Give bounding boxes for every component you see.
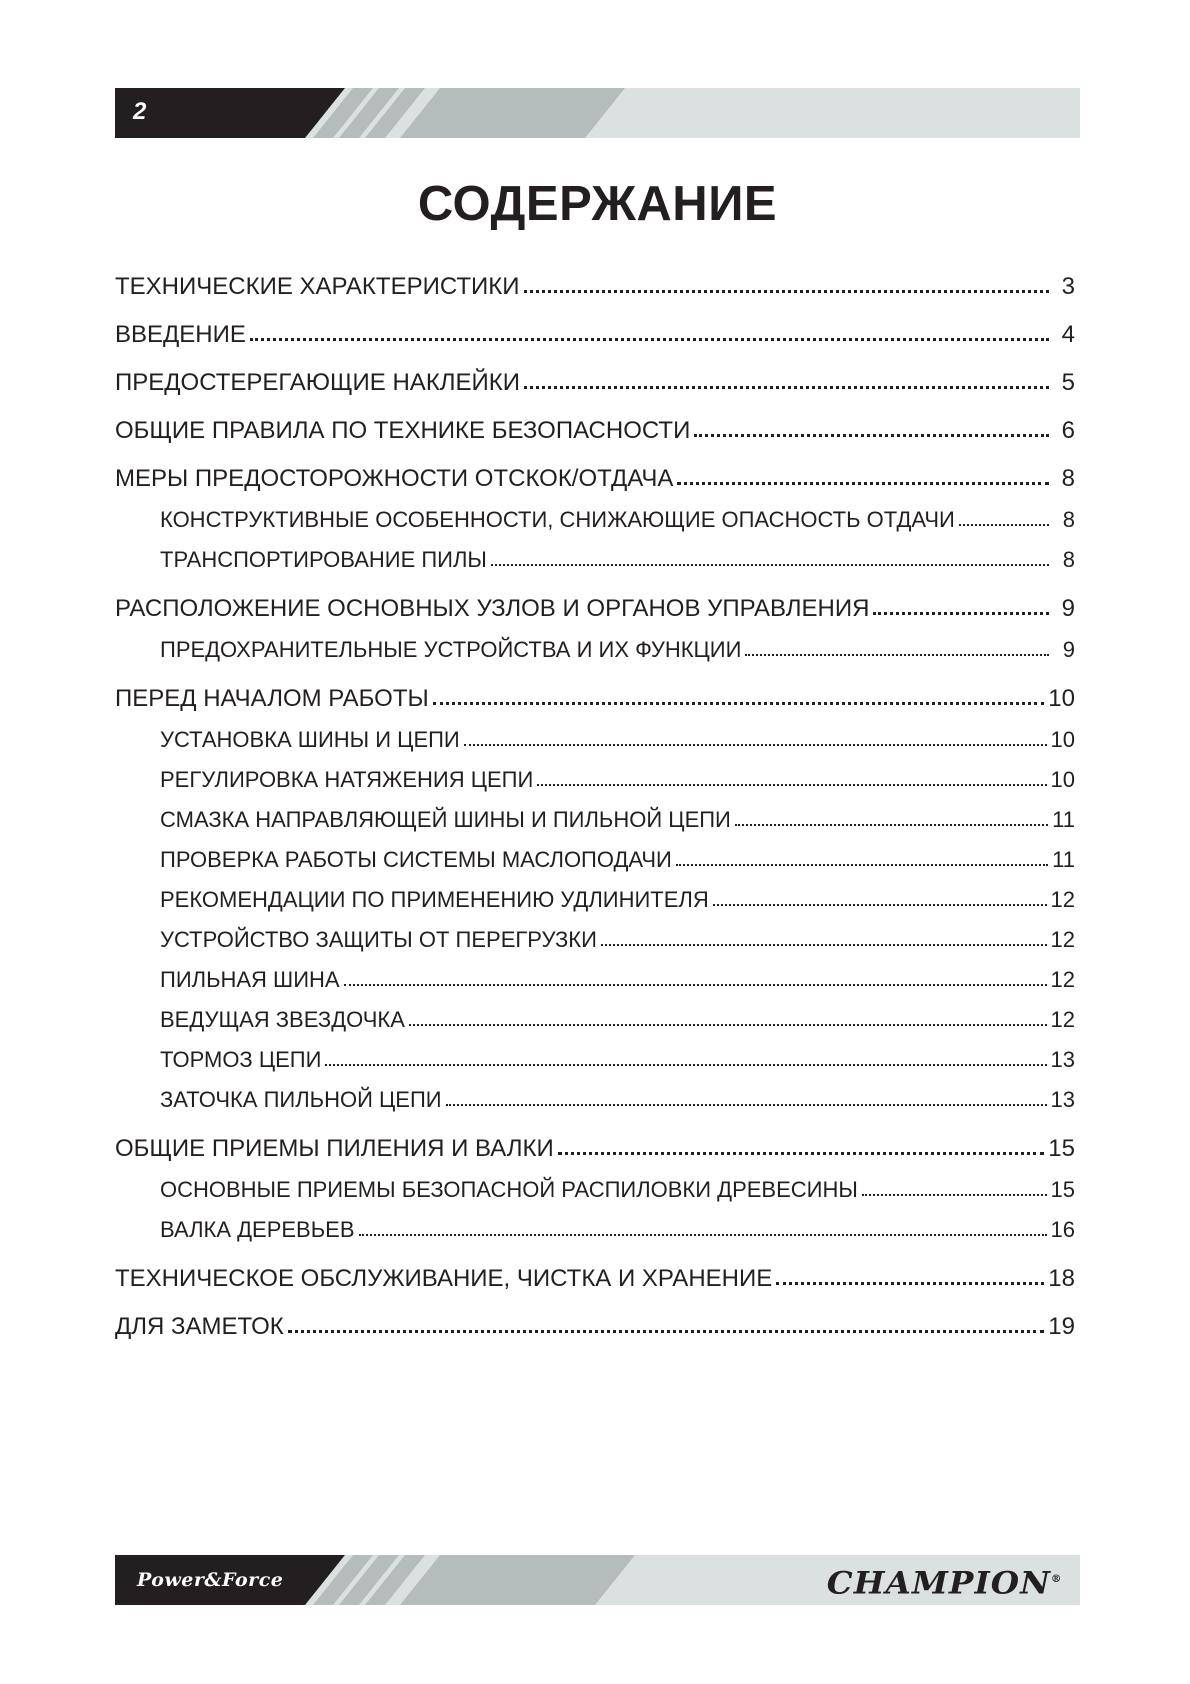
toc-entry-label: УСТАНОВКА ШИНЫ И ЦЕПИ xyxy=(160,727,460,752)
toc-entry[interactable] xyxy=(115,1132,1075,1166)
toc-dot-leader xyxy=(524,284,1049,293)
toc-entry-label: РАСПОЛОЖЕНИЕ ОСНОВНЫХ УЗЛОВ И ОРГАНОВ УПРАВЛЕНИЯ xyxy=(115,595,870,622)
toc-entry-label: ПРОВЕРКА РАБОТЫ СИСТЕМЫ МАСЛОПОДАЧИ xyxy=(160,847,672,872)
toc-entry-page: 12 xyxy=(1050,967,1075,992)
toc-entry-label: ТЕХНИЧЕСКИЕ ХАРАКТЕРИСТИКИ xyxy=(115,273,520,300)
toc-entry-page: 13 xyxy=(1050,1047,1075,1072)
toc-dot-leader xyxy=(677,476,1049,485)
toc-entry[interactable] xyxy=(115,964,1075,996)
toc-entry-page: 12 xyxy=(1050,887,1075,912)
toc-entry[interactable] xyxy=(115,592,1075,626)
toc-dot-leader xyxy=(524,380,1049,389)
toc-entry-page: 8 xyxy=(1062,507,1075,532)
toc-dot-leader xyxy=(676,858,1048,866)
toc-dot-leader xyxy=(713,898,1047,906)
toc-entry-page: 9 xyxy=(1062,637,1075,662)
toc-entry-label: РЕГУЛИРОВКА НАТЯЖЕНИЯ ЦЕПИ xyxy=(160,767,534,792)
toc-entry-page: 3 xyxy=(1061,273,1075,300)
toc-entry-page: 15 xyxy=(1050,1177,1075,1202)
toc-dot-leader xyxy=(359,1228,1047,1236)
toc-entry-label: ПРЕДОХРАНИТЕЛЬНЫЕ УСТРОЙСТВА И ИХ ФУНКЦИИ xyxy=(160,637,742,662)
toc-entry[interactable] xyxy=(115,1214,1075,1246)
toc-dot-leader xyxy=(959,518,1049,526)
toc-entry-page: 16 xyxy=(1050,1217,1075,1242)
toc-entry[interactable] xyxy=(115,924,1075,956)
toc-entry[interactable] xyxy=(115,1004,1075,1036)
toc-entry[interactable] xyxy=(115,462,1075,496)
toc-entry[interactable] xyxy=(115,884,1075,916)
toc-entry-label: УСТРОЙСТВО ЗАЩИТЫ ОТ ПЕРЕГРУЗКИ xyxy=(160,927,597,952)
toc-entry[interactable] xyxy=(115,414,1075,448)
toc-entry-label: ОБЩИЕ ПРИЕМЫ ПИЛЕНИЯ И ВАЛКИ xyxy=(115,1135,554,1162)
toc-entry[interactable] xyxy=(115,1174,1075,1206)
toc-entry-label: ЗАТОЧКА ПИЛЬНОЙ ЦЕПИ xyxy=(160,1087,442,1112)
toc-entry-page: 12 xyxy=(1050,1007,1075,1032)
toc-dot-leader xyxy=(601,938,1047,946)
toc-dot-leader xyxy=(433,696,1045,705)
toc-entry-label: ОБЩИЕ ПРАВИЛА ПО ТЕХНИКЕ БЕЗОПАСНОСТИ xyxy=(115,417,691,444)
toc-entry-page: 5 xyxy=(1061,369,1075,396)
toc-entry[interactable] xyxy=(115,634,1075,666)
header-band xyxy=(115,88,1080,138)
toc-entry-label: ВВЕДЕНИЕ xyxy=(115,321,246,348)
toc-entry-page: 8 xyxy=(1061,465,1075,492)
toc-entry-page: 10 xyxy=(1048,685,1075,712)
header-stripe-graphic xyxy=(115,88,1080,138)
toc-entry-page: 19 xyxy=(1048,1313,1075,1340)
toc-entry[interactable] xyxy=(115,1084,1075,1116)
toc-dot-leader xyxy=(250,332,1049,341)
toc-entry-label: ТОРМОЗ ЦЕПИ xyxy=(160,1047,322,1072)
brand-name: CHAMPION xyxy=(826,1565,1051,1602)
toc-entry-label: ТЕХНИЧЕСКОЕ ОБСЛУЖИВАНИЕ, ЧИСТКА И ХРАНЕНИЕ xyxy=(115,1265,773,1292)
power-force-slogan: Power&Force xyxy=(137,1569,284,1591)
footer-band xyxy=(115,1555,1080,1605)
toc-entry-label: РЕКОМЕНДАЦИИ ПО ПРИМЕНЕНИЮ УДЛИНИТЕЛЯ xyxy=(160,887,709,912)
registered-mark: ® xyxy=(1050,1574,1062,1585)
toc-dot-leader xyxy=(558,1146,1045,1155)
toc-entry[interactable] xyxy=(115,764,1075,796)
toc-entry-page: 12 xyxy=(1050,927,1075,952)
toc-entry[interactable] xyxy=(115,682,1075,716)
toc-dot-leader xyxy=(694,428,1049,437)
toc-dot-leader xyxy=(288,1324,1045,1333)
toc-entry-page: 18 xyxy=(1048,1265,1075,1292)
toc-entry-page: 6 xyxy=(1061,417,1075,444)
toc-entry[interactable] xyxy=(115,318,1075,352)
toc-entry-label: МЕРЫ ПРЕДОСТОРОЖНОСТИ ОТСКОК/ОТДАЧА xyxy=(115,465,674,492)
page-title: СОДЕРЖАНИЕ xyxy=(417,177,778,231)
toc-entry-label: ДЛЯ ЗАМЕТОК xyxy=(115,1313,284,1340)
toc-entry-label: ТРАНСПОРТИРОВАНИЕ ПИЛЫ xyxy=(160,547,487,572)
toc-entry-page: 15 xyxy=(1048,1135,1075,1162)
toc-entry-page: 9 xyxy=(1061,595,1075,622)
toc-entry-label: ВАЛКА ДЕРЕВЬЕВ xyxy=(160,1217,355,1242)
toc-dot-leader xyxy=(344,978,1047,986)
toc-dot-leader xyxy=(745,648,1049,656)
page-number: 2 xyxy=(133,98,147,125)
toc-entry[interactable] xyxy=(115,544,1075,576)
toc-entry-page: 10 xyxy=(1050,767,1075,792)
toc-entry[interactable] xyxy=(115,1310,1075,1344)
toc-entry-label: ВЕДУЩАЯ ЗВЕЗДОЧКА xyxy=(160,1007,405,1032)
toc-entry-label: ПРЕДОСТЕРЕГАЮЩИЕ НАКЛЕЙКИ xyxy=(115,369,521,396)
toc-entry-page: 8 xyxy=(1062,547,1075,572)
toc-dot-leader xyxy=(537,778,1046,786)
toc-entry[interactable] xyxy=(115,844,1075,876)
toc-dot-leader xyxy=(325,1058,1046,1066)
toc-entry[interactable] xyxy=(115,270,1075,304)
toc-entry-page: 10 xyxy=(1050,727,1075,752)
toc-entry-label: ПЕРЕД НАЧАЛОМ РАБОТЫ xyxy=(115,685,429,712)
toc-dot-leader xyxy=(873,606,1049,615)
toc-entry-label: ОСНОВНЫЕ ПРИЕМЫ БЕЗОПАСНОЙ РАСПИЛОВКИ ДРЕВЕСИНЫ xyxy=(160,1177,858,1202)
toc-entry-page: 4 xyxy=(1061,321,1075,348)
toc-entry[interactable] xyxy=(115,366,1075,400)
toc-dot-leader xyxy=(862,1188,1047,1196)
toc-entry-label: КОНСТРУКТИВНЫЕ ОСОБЕННОСТИ, СНИЖАЮЩИЕ ОПАСНОСТЬ ОТДАЧИ xyxy=(160,507,955,532)
toc-entry[interactable] xyxy=(115,1262,1075,1296)
toc-entry[interactable] xyxy=(115,504,1075,536)
toc-entry-label: СМАЗКА НАПРАВЛЯЮЩЕЙ ШИНЫ И ПИЛЬНОЙ ЦЕПИ xyxy=(160,807,731,832)
toc-entry-label: ПИЛЬНАЯ ШИНА xyxy=(160,967,340,992)
toc-dot-leader xyxy=(735,818,1048,826)
toc-entry[interactable] xyxy=(115,724,1075,756)
toc-entry-page: 11 xyxy=(1052,807,1075,832)
toc-entry[interactable] xyxy=(115,1044,1075,1076)
toc-dot-leader xyxy=(776,1276,1044,1285)
champion-logo xyxy=(826,1560,1062,1603)
toc-entry-page: 13 xyxy=(1050,1087,1075,1112)
toc-entry-page: 11 xyxy=(1052,847,1075,872)
toc-dot-leader xyxy=(446,1098,1047,1106)
toc-entry[interactable] xyxy=(115,804,1075,836)
toc-dot-leader xyxy=(491,558,1049,566)
toc-dot-leader xyxy=(464,738,1047,746)
toc-dot-leader xyxy=(409,1018,1047,1026)
